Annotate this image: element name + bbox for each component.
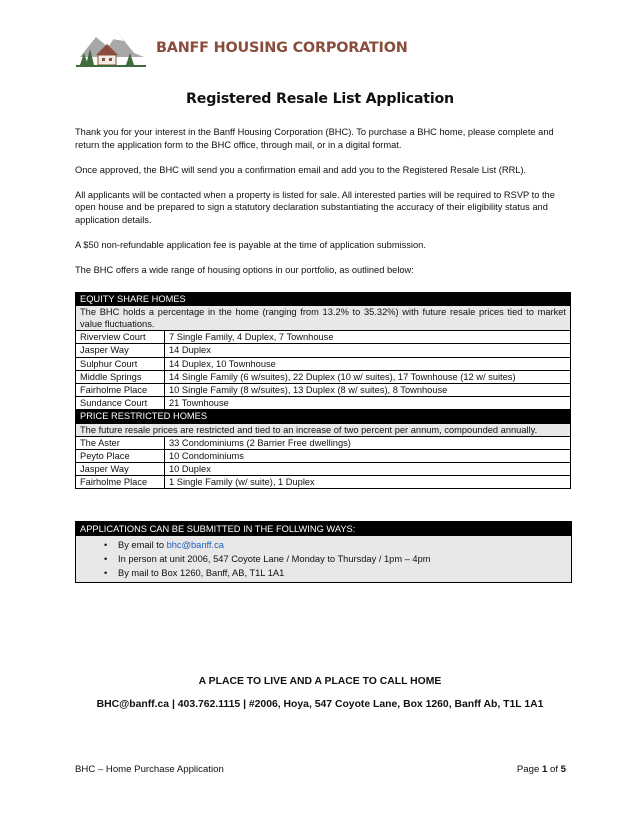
property-units: 21 Townhouse bbox=[165, 397, 571, 410]
property-name: Peyto Place bbox=[76, 449, 165, 462]
table-row bbox=[76, 370, 571, 383]
email-prefix: By email to bbox=[118, 540, 167, 550]
table-row bbox=[76, 463, 571, 476]
header bbox=[72, 26, 408, 70]
description-row bbox=[76, 423, 571, 436]
house-logo-icon bbox=[72, 27, 152, 69]
property-units: 10 Condominiums bbox=[165, 449, 571, 462]
paragraph: The BHC offers a wide range of housing options in our portfolio, as outlined below: bbox=[75, 264, 414, 275]
property-units: 1 Single Family (w/ suite), 1 Duplex bbox=[165, 476, 571, 489]
property-name: Middle Springs bbox=[76, 370, 165, 383]
page-label: Page bbox=[516, 764, 542, 775]
list-item: • By mail to Box 1260, Banff, AB, T1L 1A1 bbox=[76, 566, 571, 580]
property-name: Fairholme Place bbox=[76, 383, 165, 396]
section-heading-row bbox=[76, 410, 571, 423]
property-name: Jasper Way bbox=[76, 344, 165, 357]
housing-table bbox=[75, 292, 571, 489]
org-name: BANFF HOUSING CORPORATION bbox=[156, 40, 408, 56]
property-name: Riverview Court bbox=[76, 331, 165, 344]
page-total: 5 bbox=[560, 764, 566, 775]
table-row bbox=[76, 476, 571, 489]
list-item: • In person at unit 2006, 547 Coyote Lane / Monday to Thursday / 1pm – 4pm bbox=[76, 552, 571, 566]
page-title: Registered Resale List Application bbox=[186, 91, 454, 107]
table-row bbox=[76, 331, 571, 344]
equity-heading: EQUITY SHARE HOMES bbox=[76, 293, 571, 306]
table-row bbox=[76, 436, 571, 449]
property-name: Sundance Court bbox=[76, 397, 165, 410]
table-row bbox=[76, 344, 571, 357]
page-number bbox=[517, 764, 566, 775]
property-units: 7 Single Family, 4 Duplex, 7 Townhouse bbox=[165, 331, 571, 344]
paragraph: Thank you for your interest in the Banff Housing Corporation (BHC). To purchase a BHC home, please complete and return the application form to the BHC office, through mail, or in a digital format. bbox=[75, 127, 554, 150]
property-name: The Aster bbox=[76, 436, 165, 449]
property-name: Jasper Way bbox=[76, 463, 165, 476]
section-heading-row bbox=[76, 293, 571, 306]
applications-heading: APPLICATIONS CAN BE SUBMITTED IN THE FOLLWING WAYS: bbox=[76, 522, 571, 536]
paragraph: Once approved, the BHC will send you a confirmation email and add you to the Registered Resale List (RRL). bbox=[75, 164, 527, 175]
paragraph: A $50 non-refundable application fee is payable at the time of application submission. bbox=[75, 239, 426, 250]
applications-box bbox=[75, 521, 572, 583]
intro-text bbox=[75, 126, 570, 289]
paragraph: All applicants will be contacted when a property is listed for sale. All interested parties will be required to RSVP to the open house and be prepared to sign a statutory declaration substantiating the accuracy of their eligibility status and application details. bbox=[75, 189, 555, 225]
price-heading: PRICE RESTRICTED HOMES bbox=[76, 410, 571, 423]
property-name: Sulphur Court bbox=[76, 357, 165, 370]
page-of: of bbox=[547, 764, 561, 775]
table-row bbox=[76, 397, 571, 410]
property-units: 14 Duplex, 10 Townhouse bbox=[165, 357, 571, 370]
applications-list bbox=[76, 536, 571, 582]
property-units: 33 Condominiums (2 Barrier Free dwellings) bbox=[165, 436, 571, 449]
email-link[interactable]: bhc@banff.ca bbox=[166, 540, 224, 550]
table-row bbox=[76, 449, 571, 462]
property-units: 10 Duplex bbox=[165, 463, 571, 476]
contact-line: BHC@banff.ca | 403.762.1115 | #2006, Hoya, 547 Coyote Lane, Box 1260, Banff Ab, T1L 1A1 bbox=[96, 699, 544, 710]
property-units: 10 Single Family (8 w/suites), 13 Duplex (8 w/ suites), 8 Townhouse bbox=[165, 383, 571, 396]
property-name: Fairholme Place bbox=[76, 476, 165, 489]
list-item bbox=[76, 538, 571, 552]
property-units: 14 Duplex bbox=[165, 344, 571, 357]
property-units: 14 Single Family (6 w/suites), 22 Duplex (10 w/ suites), 17 Townhouse (12 w/ suites) bbox=[165, 370, 571, 383]
description-row bbox=[76, 306, 571, 331]
equity-description: The BHC holds a percentage in the home (ranging from 13.2% to 35.32%) with future resale prices tied to market value fluctuations. bbox=[76, 306, 571, 331]
price-description: The future resale prices are restricted and tied to an increase of two percent per annum, compounded annually. bbox=[76, 423, 571, 436]
table-row bbox=[76, 357, 571, 370]
tagline: A PLACE TO LIVE AND A PLACE TO CALL HOME bbox=[198, 676, 442, 687]
page-current: 1 bbox=[541, 764, 548, 775]
footer-title: BHC – Home Purchase Application bbox=[75, 764, 224, 775]
table-row bbox=[76, 383, 571, 396]
